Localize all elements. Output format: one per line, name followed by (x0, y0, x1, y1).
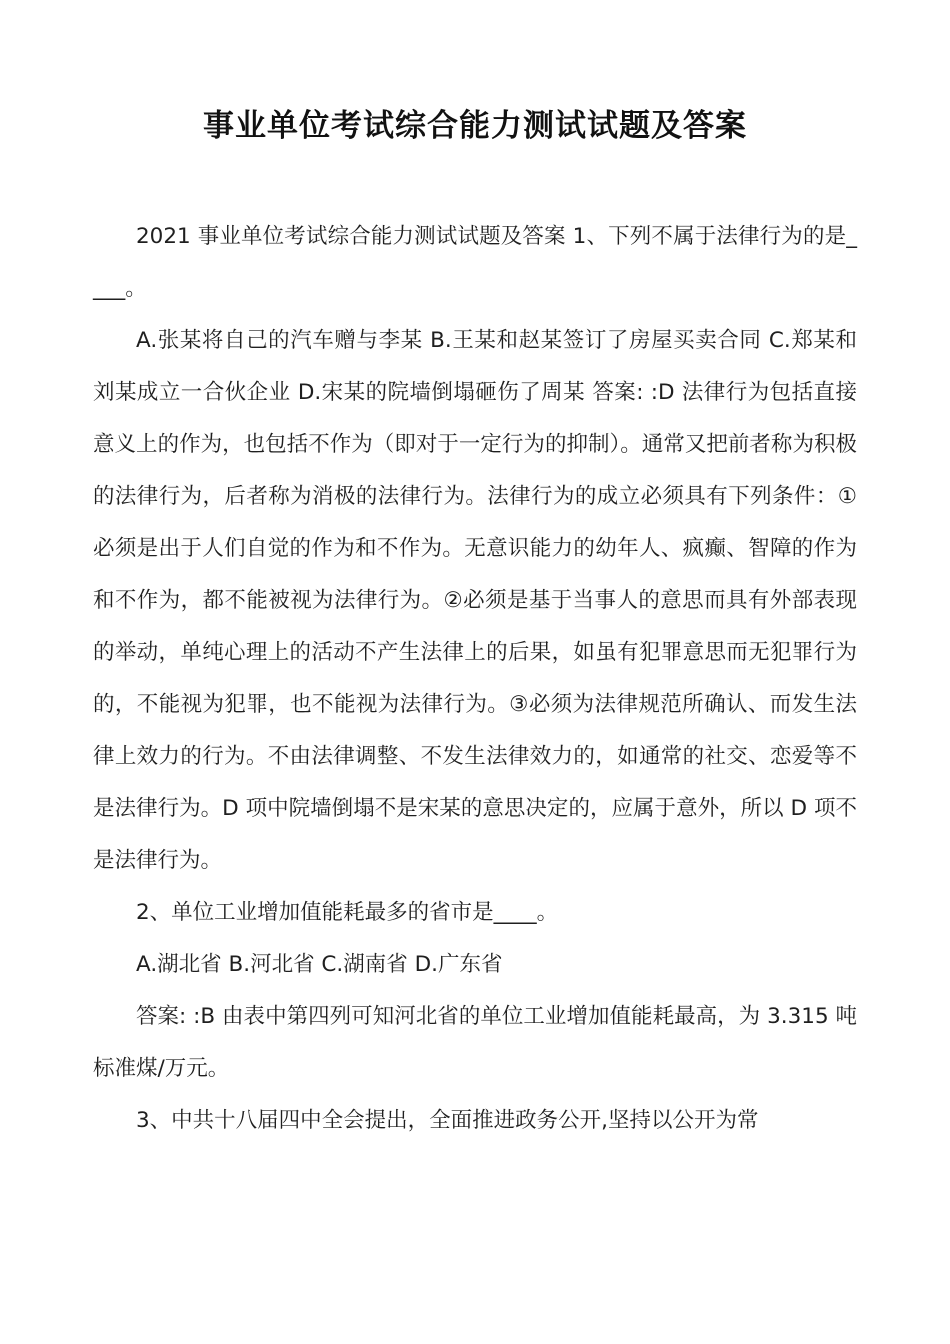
document-body (93, 211, 857, 1147)
question-3-stem: 3、中共十八届四中全会提出，全面推进政务公开,坚持以公开为常 (136, 1108, 759, 1133)
question-1-options-and-answer: A.张某将自己的汽车赠与李某 B.王某和赵某签订了房屋买卖合同 C.郑某和刘某成立一合伙企业 D.宋某的院墙倒塌砸伤了周某 答案: :D 法律行为包括直接意义上的作为，也包括不作为（即对于一定行为的抑制）。通常又把前者称为积极的法律行为，后者称为消极的法律行为。法律行为的成立必须具有下列条件：①必须是出于人们自觉的作为和不作为。无意识能力的幼年人、疯癫、智障的作为和不作为，都不能被视为法律行为。②必须是基于当事人的意思而具有外部表现的举动，单纯心理上的活动不产生法律上的后果，如虽有犯罪意思而无犯罪行为的，不能视为犯罪，也不能视为法律行为。③必须为法律规范所确认、而发生法律上效力的行为。不由法律调整、不发生法律效力的，如通常的社交、恋爱等不是法律行为。D 项中院墙倒塌不是宋某的意思决定的，应属于意外，所以 D 项不是法律行为。 (93, 328, 857, 873)
document-title: 事业单位考试综合能力测试试题及答案 (203, 108, 747, 144)
question-1-stem: 2021 事业单位考试综合能力测试试题及答案 1、下列不属于法律行为的是____。 (93, 224, 857, 301)
question-2-stem: 2、单位工业增加值能耗最多的省市是____。 (136, 900, 559, 925)
question-2-options: A.湖北省 B.河北省 C.湖南省 D.广东省 (136, 952, 503, 977)
question-2-answer: 答案: :B 由表中第四列可知河北省的单位工业增加值能耗最高，为 3.315 吨标准煤/万元。 (93, 1004, 857, 1081)
